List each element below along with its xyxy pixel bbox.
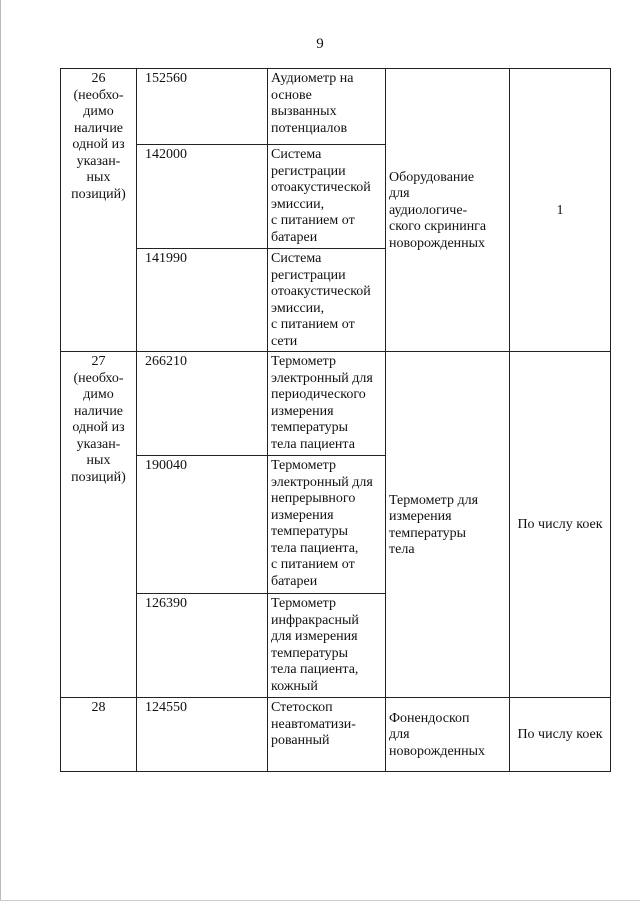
code-cell: 141990 bbox=[137, 249, 268, 352]
position-cell: 27 (необхо- димо наличие одной из указан- ных позиций) bbox=[61, 352, 137, 698]
position-cell: 28 bbox=[61, 698, 137, 772]
table-row bbox=[61, 352, 611, 456]
group-cell: Фонендоскоп для новорожденных bbox=[386, 698, 510, 772]
name-cell: Стетоскоп неавтоматизи- рованный bbox=[268, 698, 386, 772]
scan-left-edge bbox=[0, 0, 1, 901]
name-cell: Система регистрации отоакустической эмиссии, с питанием от батареи bbox=[268, 145, 386, 249]
name-cell: Аудиометр на основе вызванных потенциалов bbox=[268, 69, 386, 145]
code-cell: 152560 bbox=[137, 69, 268, 145]
code-cell: 124550 bbox=[137, 698, 268, 772]
group-cell: Термометр для измерения температуры тела bbox=[386, 352, 510, 698]
name-cell: Термометр электронный для периодического измерения температуры тела пациента bbox=[268, 352, 386, 456]
code-cell: 266210 bbox=[137, 352, 268, 456]
quantity-cell: 1 bbox=[510, 69, 611, 352]
name-cell: Термометр электронный для непрерывного измерения температуры тела пациента, с питанием от батареи bbox=[268, 456, 386, 594]
quantity-cell: По числу коек bbox=[510, 352, 611, 698]
position-cell: 26 (необхо- димо наличие одной из указан- ных позиций) bbox=[61, 69, 137, 352]
equipment-table bbox=[60, 68, 611, 772]
name-cell: Система регистрации отоакустической эмиссии, с питанием от сети bbox=[268, 249, 386, 352]
name-cell: Термометр инфракрасный для измерения температуры тела пациента, кожный bbox=[268, 594, 386, 698]
page-number: 9 bbox=[316, 36, 324, 52]
group-cell: Оборудование для аудиологиче- ского скрининга новорожденных bbox=[386, 69, 510, 352]
table-row bbox=[61, 698, 611, 772]
code-cell: 190040 bbox=[137, 456, 268, 594]
table-row bbox=[61, 69, 611, 145]
quantity-cell: По числу коек bbox=[510, 698, 611, 772]
code-cell: 126390 bbox=[137, 594, 268, 698]
code-cell: 142000 bbox=[137, 145, 268, 249]
